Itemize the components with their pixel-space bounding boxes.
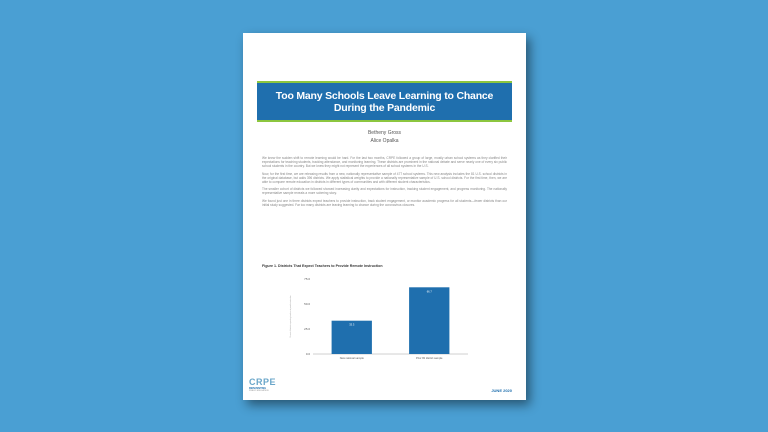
y-tick-label: 75.0 — [304, 277, 310, 281]
paragraph-4: We found just one in three districts expect teachers to provide instruction, track student engagement, or monitor academic progress for all students—fewer districts than our initial study suggested. Far too many districts are leaving learning to chance during the coronavirus closures. — [262, 198, 507, 207]
authors — [243, 129, 526, 145]
logo-subtitle-2: PUBLIC EDUCATION — [249, 390, 269, 392]
report-page — [243, 33, 526, 400]
y-tick-label: 50.0 — [304, 302, 310, 306]
x-category-label: Prior 82 district sample — [416, 357, 443, 360]
publication-date: JUNE 2020 — [491, 388, 512, 393]
report-title-line2: During the Pandemic — [333, 101, 436, 114]
logo-subtitle: REINVENTING — [249, 387, 267, 390]
logo-text: CRPE — [249, 377, 277, 387]
y-tick-label: 0.0 — [305, 352, 310, 356]
bar-value-label: 66.7 — [426, 290, 432, 294]
author-1: Betheny Gross — [367, 130, 402, 136]
bar-chart — [283, 274, 473, 364]
paragraph-2: Now, for the first time, we are releasing results from a new, nationally representative sample of 477 school systems. This new analysis includes the 81 U.S. school districts in the original database, but adds 396 districts. We apply statistical weights to provide a nationally representative sample of U.S. school districts. For the first time, then, we are able to compare remote education in districts in different types of communities and with different student characteristics. — [262, 171, 507, 185]
bar-value-label: 33.3 — [349, 323, 355, 327]
crpe-logo — [249, 378, 299, 394]
paragraph-1: We knew the sudden shift to remote learning would be hard. For the last two months, CRPE followed a group of large, mostly urban school systems as they clarified their expectations for teaching students, tracking attendance, and monitoring learning. These districts are prominent in the national debate and serve nearly one of every six public school students in the country. But we knew they might not represent the experiences of all school systems in the U.S. — [262, 156, 507, 169]
report-title-line1: Too Many Schools Leave Learning to Chance — [275, 89, 494, 102]
figure-title: Figure 1. Districts That Expect Teachers to Provide Remote Instruction — [262, 264, 383, 268]
bar — [409, 287, 449, 354]
author-2: Alice Opalka — [370, 138, 399, 144]
y-tick-label: 25.0 — [304, 327, 310, 331]
title-banner — [257, 83, 512, 120]
y-axis-label: Percent of districts expecting teachers to provide instruction — [291, 295, 292, 338]
x-category-label: New national sample — [339, 357, 364, 360]
banner-bottom-rule — [257, 120, 512, 122]
body-text — [262, 156, 507, 210]
paragraph-3: The smaller cohort of districts we followed showed increasing clarity and expectations for instruction, tracking student engagement, and progress monitoring. The nationally representative sample reveals a more sobering story. — [262, 187, 507, 196]
